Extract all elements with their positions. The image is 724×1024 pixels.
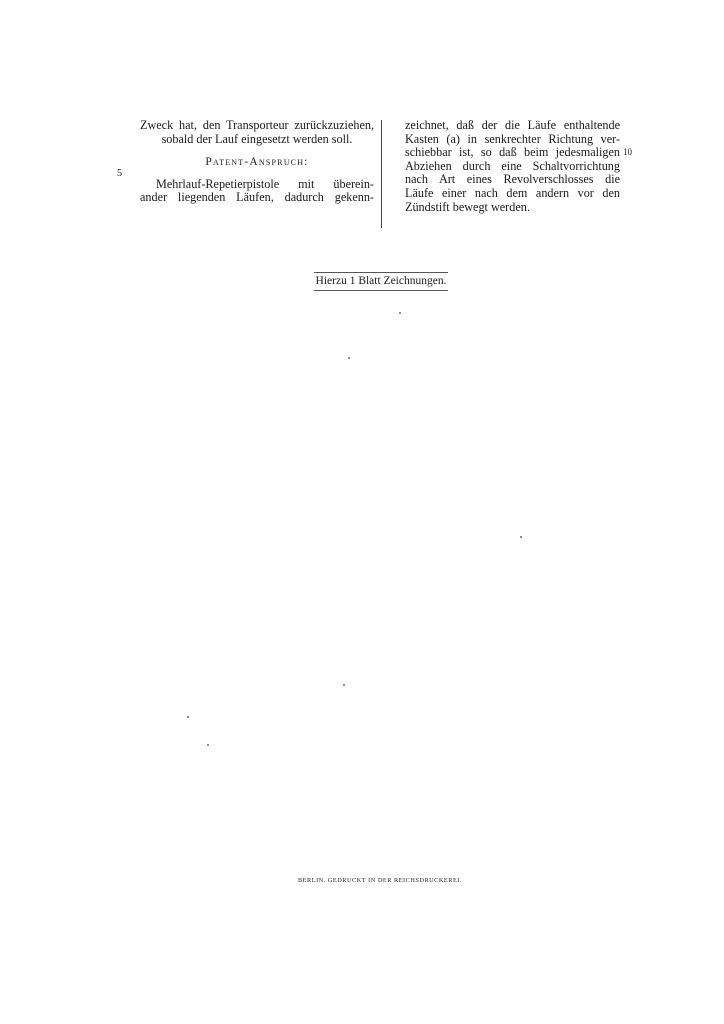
right-line-2: Kasten (a) in senkrechter Richtung ver- — [405, 132, 620, 146]
line-number-5: 5 — [117, 168, 122, 179]
drawings-note: Hierzu 1 Blatt Zeichnungen. — [315, 275, 447, 287]
printer-imprint: BERLIN. GEDRUCKT IN DER REICHSDRUCKEREI. — [297, 877, 462, 884]
column-divider — [381, 120, 382, 228]
note-rule-top — [314, 272, 448, 273]
right-line-5: nach Art eines Revolverschlosses die — [405, 173, 620, 187]
left-line-2: sobald der Lauf eingesetzt werden soll. — [161, 132, 353, 146]
right-line-7: Zündstift bewegt werden. — [405, 200, 530, 214]
right-line-6: Läufe einer nach dem andern vor den — [405, 186, 620, 200]
scan-speck — [520, 536, 522, 538]
left-text-column — [140, 119, 374, 205]
scan-speck — [187, 716, 189, 718]
right-line-4: Abziehen durch eine Schaltvorrichtung — [405, 159, 620, 173]
left-line-1: Zweck hat, den Transporteur zurückzuziehen, — [140, 119, 374, 132]
scan-speck — [399, 312, 401, 314]
scan-speck — [343, 684, 345, 686]
right-text-column — [405, 119, 620, 214]
claim-heading: Patent-Anspruch: — [205, 156, 309, 169]
right-line-1: zeichnet, daß der die Läufe enthaltende — [405, 119, 620, 132]
scan-speck — [207, 744, 209, 746]
right-line-3: schiebbar ist, so daß beim jedesmaligen — [405, 146, 620, 160]
line-number-10: 10 — [623, 147, 632, 157]
note-rule-bottom — [314, 290, 448, 291]
claim-line-2: ander liegenden Läufen, dadurch gekenn- — [140, 191, 374, 205]
claim-line-1: Mehrlauf-Repetierpistole mit überein- — [156, 177, 374, 191]
scan-speck — [348, 357, 350, 359]
